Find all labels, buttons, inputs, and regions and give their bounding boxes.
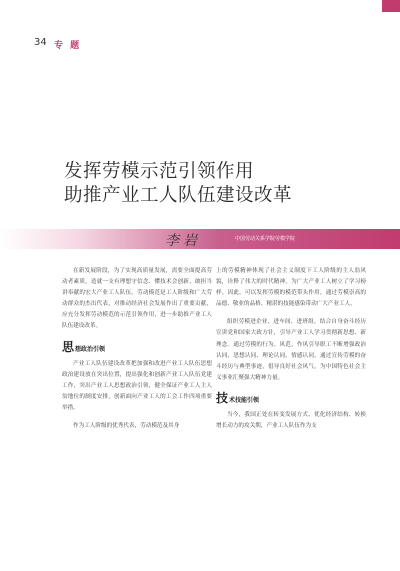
section-heading-ideology: [62, 341, 212, 353]
author-affiliation: 中国劳动关系学院劳模学院: [235, 236, 296, 242]
body-paragraph: 上的劳模精神体现了社会主义制度下工人阶级的主人翁风貌，诠释了伟大的时代精神，为广大产业工人树立了学习榜样。因此，可以发挥劳模的模范带头作用，通过劳模崇高的品德、敬业的品格、精湛的技能感染带动广大产业工人。: [216, 268, 366, 308]
title-line-1: 发挥劳模示范引领作用: [64, 161, 255, 182]
author-name: 李岩: [165, 233, 201, 249]
page-number: 34: [34, 37, 47, 48]
corner-accent-mark: [382, 0, 400, 12]
heading-initial: 技: [216, 390, 229, 405]
article-title: [64, 160, 384, 208]
body-paragraph: 产业工人队伍建设改革把加强和改进产业工人队伍思想政治建设放在突出位置，提出强化和创新产业工人队伍党建工作，突出产业工人思想政治引领，健全保证产业工人主人翁地位的制度安排，创新面向产业工人的工会工作四项重要举措。: [62, 360, 212, 411]
right-column: [216, 266, 366, 439]
body-paragraph: 作为工人阶级的优秀代表，劳动模范及其身: [73, 423, 180, 430]
heading-rest: 术技能引领: [229, 396, 260, 404]
title-line-2: 助推产业工人队伍建设改革: [64, 185, 293, 206]
body-paragraph: 在新发展阶段，为了实现高质量发展，需要全面提高劳动者素质，造就一支有理想守信念、懂技术会创新、敢担当讲奉献的宏大产业工人队伍。劳动模范是工人阶级和广大劳动群众的杰出代表，对推动经济社会发展作出了重要贡献，应充分发挥劳动模范的示范引领作用，进一步助推产业工人队伍建设改革。: [62, 268, 212, 330]
body-paragraph: 当今，我国正处在转变发展方式、优化经济结构、转换增长动力的攻关期，产业工人队伍作为支: [216, 411, 366, 430]
heading-initial: 思: [62, 339, 75, 354]
section-label: 专 题: [54, 41, 82, 51]
body-paragraph: 组织劳模进企业、进车间、进班组，结合自身奋斗经历宣讲党和国家大政方针，引导产业工人学习贯彻新思想、新理念。通过劳模的行为、风范，作风引导职工不断增强政治认同、思想认同、理论认同、情感认同，通过宣传劳模的奋斗经历与典型事迹，倡导良好社会风气，为中国特色社会主义事业汇聚强大精神力量。: [216, 319, 366, 381]
section-heading-skills: [216, 392, 366, 404]
heading-rest: 想政治引领: [75, 345, 106, 353]
left-column: [62, 266, 212, 439]
